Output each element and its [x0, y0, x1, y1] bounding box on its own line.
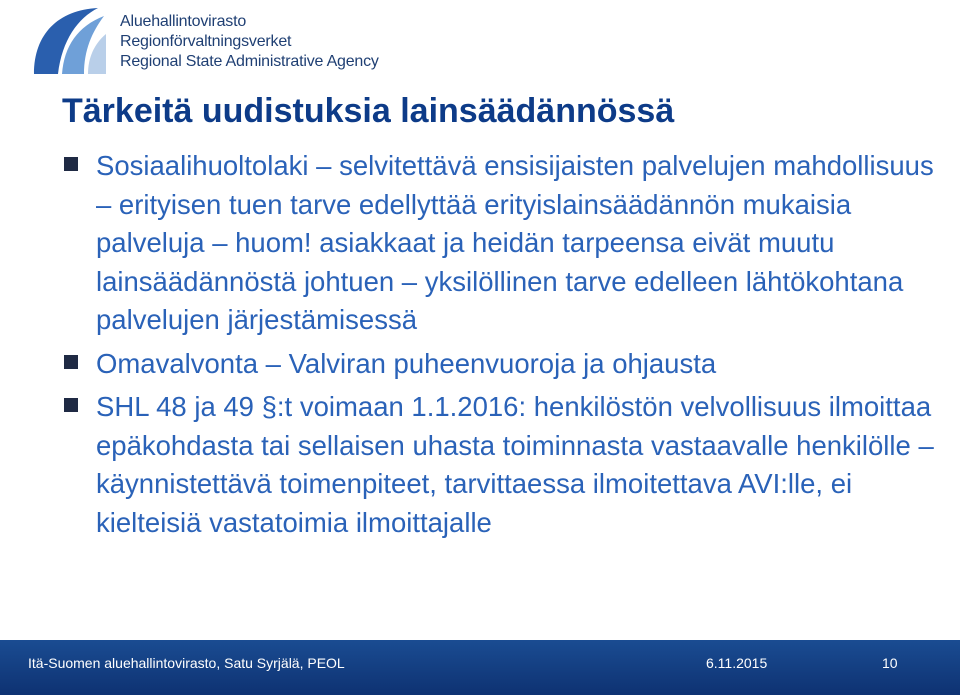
page-number: 10: [882, 655, 898, 671]
bullet-text: Omavalvonta – Valviran puheenvuoroja ja ohjausta: [96, 347, 717, 379]
bullet-text: Sosiaalihuoltolaki – selvitettävä ensisijaisten palvelujen mahdollisuus – erityisen tuen tarve edellyttää erityislainsäädännön mukaisia palveluja – huom! asiakkaat ja heidän tarpeensa eivät muutu lainsäädännöstä johtuen – yksilöllinen tarve edelleen lähtökohtana palvelujen järjestämisessä: [96, 150, 934, 335]
footer-bar: [0, 640, 960, 695]
bullet-item: [62, 345, 942, 384]
bullet-square-icon: [64, 157, 78, 171]
agency-logo: [28, 4, 388, 80]
agency-logo-mark-icon: [28, 4, 108, 80]
logo-line-english: Regional State Administrative Agency: [120, 53, 379, 70]
logo-line-finnish: Aluehallintovirasto: [120, 13, 247, 30]
bullet-text: SHL 48 ja 49 §:t voimaan 1.1.2016: henkilöstön velvollisuus ilmoittaa epäkohdasta tai sellaisen uhasta toiminnasta vastaavalle henkilölle – käynnistettävä toimenpiteet, tarvittaessa ilmoitettava AVI:lle, ei kielteisiä vastatoimia ilmoittajalle: [96, 391, 934, 538]
bullet-item: [62, 147, 942, 340]
bullet-square-icon: [64, 398, 78, 412]
footer-date: 6.11.2015: [706, 655, 768, 671]
bullet-square-icon: [64, 355, 78, 369]
bullet-item: [62, 388, 942, 542]
slide-title: Tärkeitä uudistuksia lainsäädännössä: [62, 92, 675, 130]
footer-author: Itä-Suomen aluehallintovirasto, Satu Syrjälä, PEOL: [28, 655, 345, 671]
logo-line-swedish: Regionförvaltningsverket: [120, 33, 292, 50]
bullet-list: [62, 147, 942, 547]
